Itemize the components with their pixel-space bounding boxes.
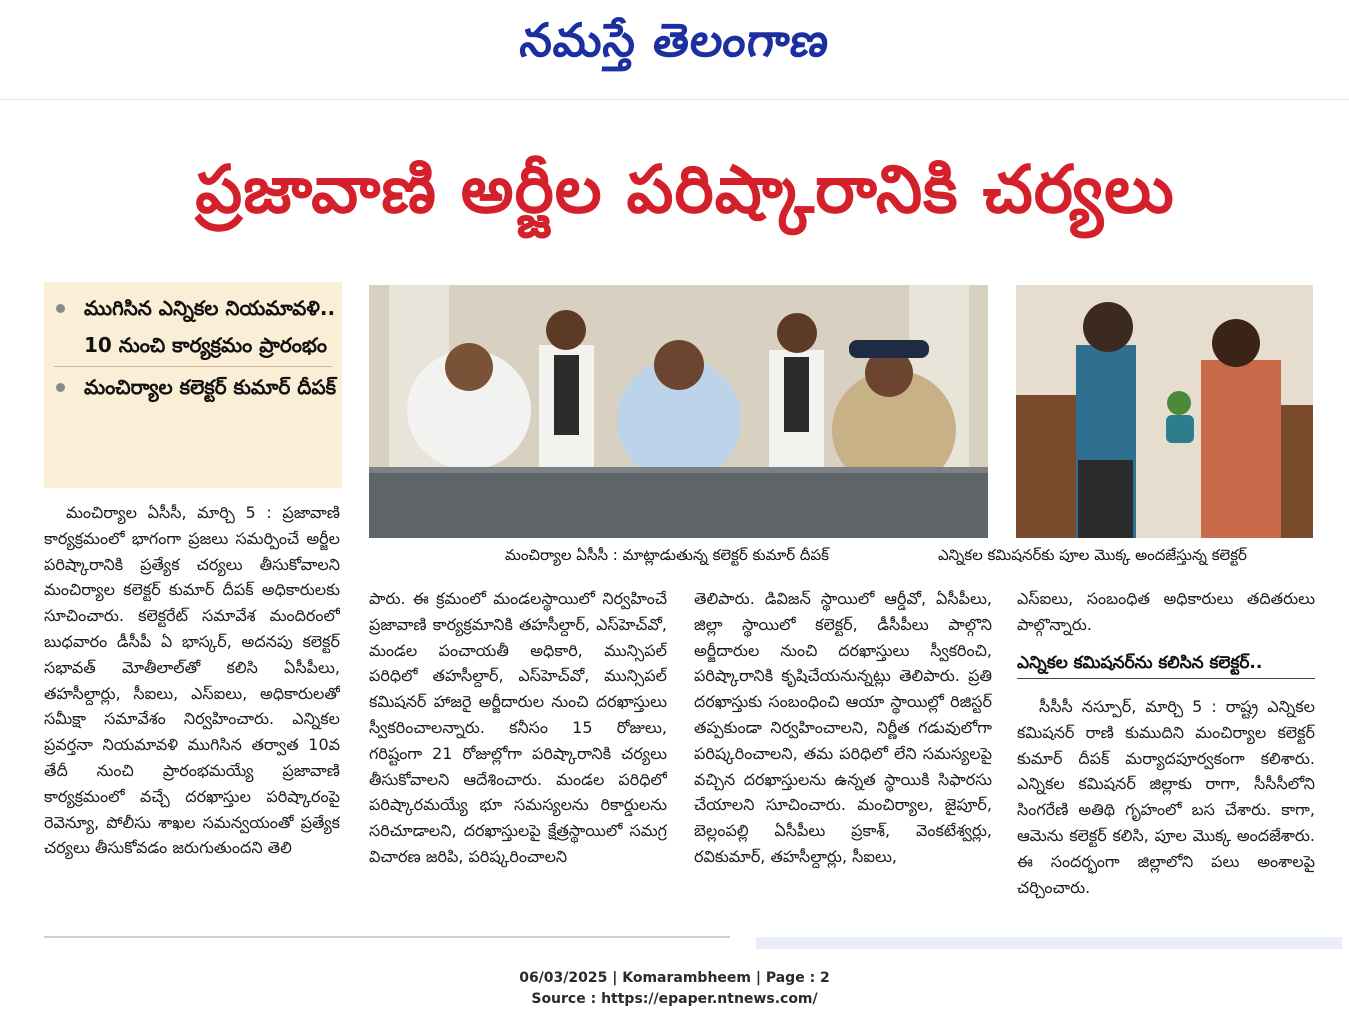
- footer-source: Source : https://epaper.ntnews.com/: [531, 991, 818, 1007]
- masthead: [0, 0, 1349, 100]
- photo-caption: ఎన్నికల కమిషనర్‌కు పూల మొక్క అందజేస్తున్న కలెక్టర్: [938, 546, 1247, 564]
- highlight-divider: [54, 366, 332, 367]
- article-column: మంచిర్యాల ఏసీసీ, మార్చి 5 : ప్రజావాణి కార్యక్రమంలో భాగంగా ప్రజలు సమర్పించే అర్జీల పరిష్కారానికి ప్రత్యేక చర్యలు తీసుకోవాలని మంచిర్యాల కలెక్టర్ కుమార్ దీపక్ అధికారులకు సూచించారు. కలెక్టరేట్ సమావేశ మందిరంలో బుధవారం డీసీపీ ఏ భాస్కర్, అదనపు కలెక్టర్ సభావత్ మోతీలాల్‌తో కలిసి ఏసీపీలు, తహసీల్దార్లు, సీఐలు, ఎస్ఐలు, అధికారులతో సమీక్షా సమావేశం నిర్వహించారు. ఎన్నికల ప్రవర్తనా నియమావళి ముగిసిన తర్వాత 10వ తేదీ నుంచి ప్రారంభమయ్యే ప్రజావాణి కార్యక్రమంలో వచ్చే దరఖాస్తుల పరిష్కారంపై రెవెన్యూ, పోలీసు శాఖల సమన్వయంతో ప్రత్యేక చర్యలు తీసుకోవడం జరుగుతుందని తెలి: [44, 503, 340, 858]
- meeting-photo: [369, 285, 988, 538]
- highlight-text: మంచిర్యాల కలెక్టర్ కుమార్ దీపక్: [84, 375, 337, 399]
- commissioner-photo: [1016, 285, 1313, 538]
- article-column: పారు. ఈ క్రమంలో మండలస్థాయిలో నిర్వహించే ప్రజావాణి కార్యక్రమానికి తహసీల్దార్, ఎస్‌హెచ్‌వో, మండల పంచాయతీ అధికారి, మున్సిపల్ పరిధిలో తహసీల్దార్, ఎస్‌హెచ్‌వో, మున్సిపల్ కమిషనర్ హాజరై అర్జీదారుల నుంచి దరఖాస్తులు స్వీకరించాలన్నారు. కనీసం 15 రోజులు, గరిష్టంగా 21 రోజుల్లోగా పరిష్కారానికి చర్యలు తీసుకోవాలని ఆదేశించారు. మండల పరిధిలో పరిష్కారమయ్యే భూ సమస్యలను రికార్డులను సరిచూడాలని, దరఖాస్తులపై క్షేత్రస్థాయిలో సమగ్ర విచారణ జరిపి, పరిష్కరించాలని: [369, 589, 667, 866]
- article-headline: ప్రజావాణి అర్జీల పరిష్కారానికి చర్యలు: [195, 151, 1175, 228]
- highlights-box: [44, 282, 342, 488]
- article-column: ఎస్ఐలు, సంబంధిత అధికారులు తదితరులు పాల్గొన్నారు.: [1017, 589, 1315, 634]
- masthead-divider: [0, 99, 1349, 100]
- newspaper-logo: నమస్తే తెలంగాణ: [517, 13, 833, 67]
- meeting-photo-illustration: [369, 285, 988, 538]
- secondary-subhead: ఎన్నికల కమిషనర్‌ను కలిసిన కలెక్టర్..: [1017, 648, 1315, 679]
- highlight-text: ముగిసిన ఎన్నికల నియమావళి.. 10 నుంచి కార్యక్రమం ప్రారంభం: [84, 296, 336, 357]
- highlight-item: [44, 290, 342, 364]
- bullet-icon: [56, 383, 65, 392]
- photo-caption: మంచిర్యాల ఏసీసీ : మాట్లాడుతున్న కలెక్టర్ కుమార్ దీపక్: [505, 546, 830, 564]
- article-column: సీసీసీ నస్పూర్, మార్చి 5 : రాష్ట్ర ఎన్నికల కమిషనర్ రాణి కుముదిని మంచిర్యాల కలెక్టర్ కుమార్ దీపక్ మర్యాదపూర్వకంగా కలిశారు. ఎన్నికల కమిషనర్ జిల్లాకు రాగా, సీసీసీలోని సింగరేణి అతిథి గృహంలో బస చేశారు. కాగా, ఆమెను కలెక్టర్ కలిసి, పూల మొక్క అందజేశారు. ఈ సందర్భంగా జిల్లాలోని పలు అంశాలపై చర్చించారు.: [1017, 697, 1315, 897]
- bullet-icon: [56, 304, 65, 313]
- highlight-item: [44, 369, 342, 406]
- footer-dateline: 06/03/2025 | Komarambheem | Page : 2: [519, 970, 830, 986]
- article-column: తెలిపారు. డివిజన్ స్థాయిలో ఆర్డీవో, ఏసీపీలు, జిల్లా స్థాయిలో కలెక్టర్, డీసీపీలు పాల్గొని అర్జీదారుల నుంచి దరఖాస్తులు స్వీకరించి, పరిష్కారానికి కృషిచేయనున్నట్లు తెలిపారు. ప్రతి దరఖాస్తుకు సంబంధించి ఆయా స్థాయిల్లో రిజిస్టర్ తప్పకుండా నిర్వహించాలని, నిర్ణీత గడువులోగా పరిష్కరించాలని, తమ పరిధిలో లేని సమస్యలపై వచ్చిన దరఖాస్తులను ఉన్నత స్థాయికి సిఫారసు చేయాలని సూచించారు. మంచిర్యాల, జైపూర్, బెల్లంపల్లి ఏసీపీలు ప్రకాశ్, వెంకటేశ్వర్లు, రవికుమార్, తహసీల్దార్లు, సీఐలు,: [694, 589, 992, 866]
- commissioner-photo-illustration: [1016, 285, 1313, 538]
- bottom-divider: [44, 936, 730, 938]
- bottom-band: [756, 937, 1342, 949]
